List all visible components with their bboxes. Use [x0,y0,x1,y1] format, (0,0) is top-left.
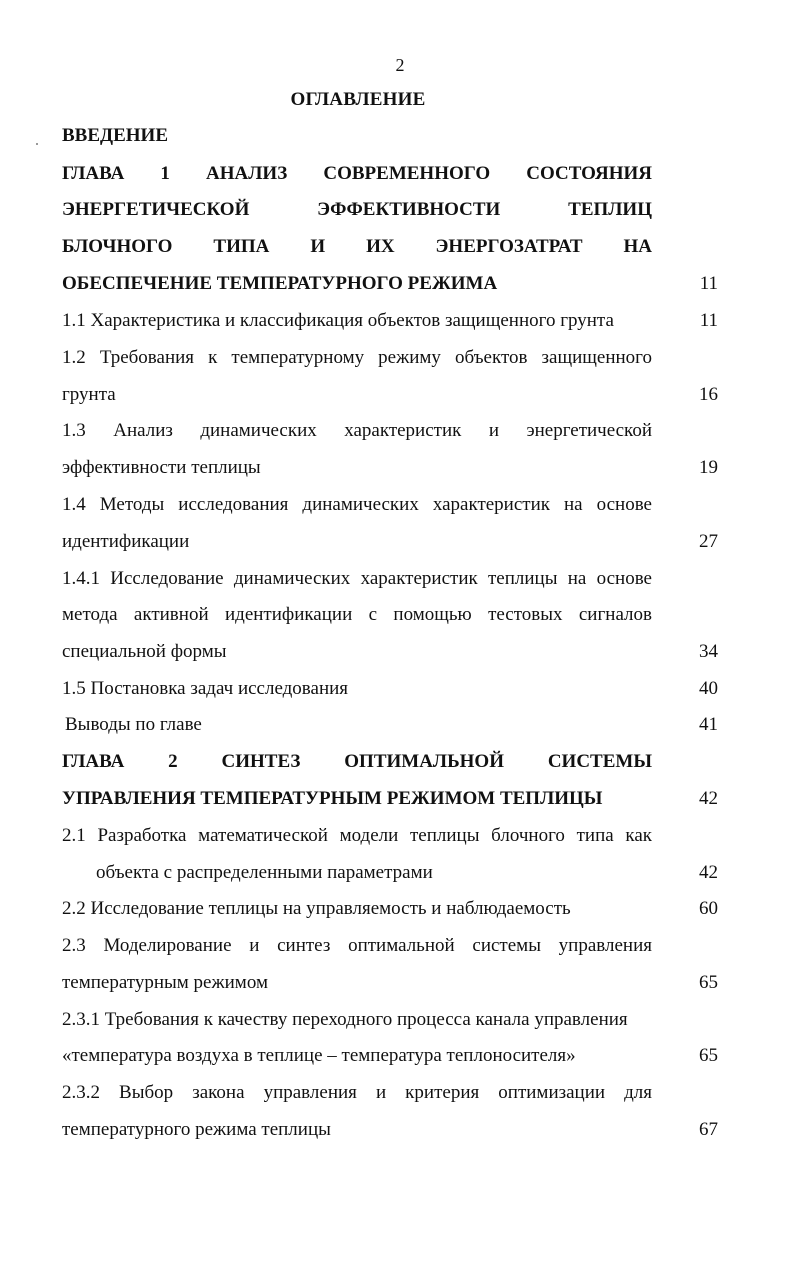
toc-section-1-5: 1.5 Постановка задач исследования [62,678,349,699]
page-number: 2 [395,55,405,75]
toc-section-2-3-2-page: 67 [699,1119,718,1140]
toc-section-2-3-line-2: температурным режимом [62,972,268,993]
toc-section-1-2-line-1: 1.2 Требования к температурному режиму объектов защищенного [62,347,652,368]
toc-chapter-1-conclusions: Выводы по главе [65,714,202,735]
toc-chapter-2-line-1: ГЛАВА 2 СИНТЕЗ ОПТИМАЛЬНОЙ СИСТЕМЫ [62,751,652,772]
toc-section-2-1-page: 42 [699,862,718,883]
toc-section-2-2: 2.2 Исследование теплицы на управляемость и наблюдаемость [62,898,571,919]
toc-section-2-3-1-line-1: 2.3.1 Требования к качеству переходного процесса канала управления [62,1009,628,1030]
toc-section-2-1-line-1: 2.1 Разработка математической модели теплицы блочного типа как [62,825,652,846]
toc-section-1-3-line-1: 1.3 Анализ динамических характеристик и энергетической [62,420,652,441]
toc-section-1-4-1-line-2: метода активной идентификации с помощью тестовых сигналов [62,604,652,625]
toc-section-2-3-1-page: 65 [699,1045,718,1066]
toc-chapter-1-line-1: ГЛАВА 1 АНАЛИЗ СОВРЕМЕННОГО СОСТОЯНИЯ [62,163,652,184]
toc-chapter-1-conclusions-page: 41 [699,714,718,735]
toc-section-1-1: 1.1 Характеристика и классификация объектов защищенного грунта [62,310,614,331]
toc-section-1-2-page: 16 [699,384,718,405]
toc-title: ОГЛАВЛЕНИЕ [290,89,426,110]
toc-section-1-4-line-2: идентификации [62,531,190,552]
toc-section-1-5-page: 40 [699,678,718,699]
toc-section-1-4-page: 27 [699,531,718,552]
toc-section-2-2-page: 60 [699,898,718,919]
scan-speck [36,143,38,145]
toc-section-1-4-line-1: 1.4 Методы исследования динамических характеристик на основе [62,494,652,515]
toc-chapter-2-line-2: УПРАВЛЕНИЯ ТЕМПЕРАТУРНЫМ РЕЖИМОМ ТЕПЛИЦЫ [62,788,603,809]
toc-chapter-1-line-3: БЛОЧНОГО ТИПА И ИХ ЭНЕРГОЗАТРАТ НА [62,236,652,257]
toc-chapter-1-line-4: ОБЕСПЕЧЕНИЕ ТЕМПЕРАТУРНОГО РЕЖИМА [62,273,498,294]
toc-section-1-2-line-2: грунта [62,384,116,405]
toc-chapter-1-page: 11 [699,273,718,294]
toc-section-1-3-line-2: эффективности теплицы [62,457,261,478]
toc-section-1-1-page: 11 [699,310,718,331]
toc-entry-introduction: ВВЕДЕНИЕ [62,125,168,146]
toc-section-2-3-2-line-2: температурного режима теплицы [62,1119,331,1140]
toc-section-1-4-1-line-1: 1.4.1 Исследование динамических характеристик теплицы на основе [62,568,652,589]
toc-section-1-4-1-page: 34 [699,641,718,662]
toc-section-2-3-1-line-2: «температура воздуха в теплице – температура теплоносителя» [62,1045,576,1066]
toc-section-2-1-line-2: объекта с распределенными параметрами [96,862,433,883]
toc-section-2-3-page: 65 [699,972,718,993]
toc-chapter-1-line-2: ЭНЕРГЕТИЧЕСКОЙ ЭФФЕКТИВНОСТИ ТЕПЛИЦ [62,199,652,220]
toc-section-2-3-line-1: 2.3 Моделирование и синтез оптимальной системы управления [62,935,652,956]
toc-section-1-4-1-line-3: специальной формы [62,641,227,662]
toc-chapter-2-page: 42 [699,788,718,809]
toc-section-1-3-page: 19 [699,457,718,478]
toc-section-2-3-2-line-1: 2.3.2 Выбор закона управления и критерия оптимизации для [62,1082,652,1103]
